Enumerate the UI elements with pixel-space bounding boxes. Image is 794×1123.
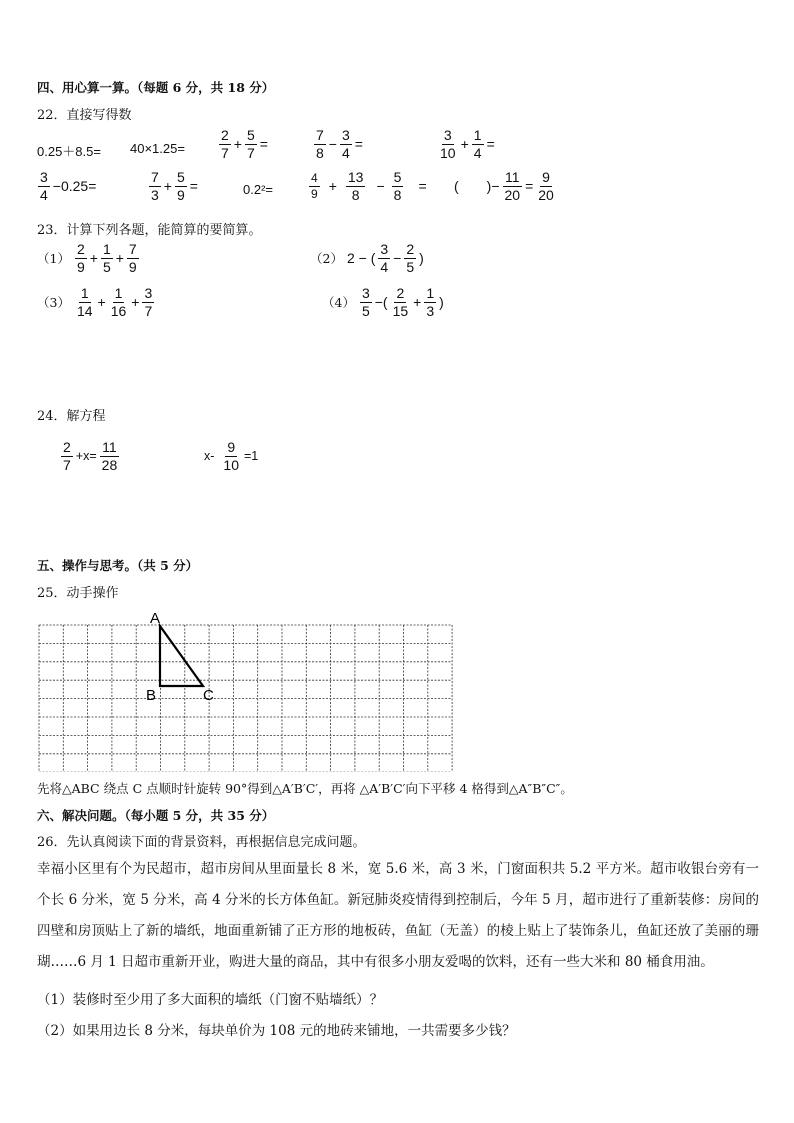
q24-title: 24．解方程	[37, 409, 106, 424]
q26-background-paragraph: 幸福小区里有个为民超市，超市房间从里面量长 8 米，宽 5.6 米，高 3 米，门窗面积共 5.2 平方米。超市收银台旁有一个长 6 分米，宽 5 分米，高 4 分米的长方体鱼缸。新冠肺炎疫情得到控制后，今年 5 月，超市进行了重新装修：房间的四壁和房顶贴上了新的墙纸，地面重新铺了正方形的地板砖，鱼缸（无盖）的棱上贴上了装饰条儿，鱼缸还放了美丽的珊瑚……6 月 1 日超市重新开业，购进大量的商品，其中有很多小朋友爱喝的饮料，还有一些大米和 80 桶食用油。	[37, 861, 759, 970]
q24-equation-1: $\frac{2}{7}$ +x= $\frac{11}{28}$	[63, 439, 118, 473]
q25-title: 25．动手操作	[37, 586, 119, 601]
q22-title: 22．直接写得数	[37, 108, 132, 123]
section-5-title: 五、操作与思考。（共 5 分）	[37, 558, 199, 573]
q23-problem-4: （4） $\frac{3}{5}$ −( $\frac{2}{15}$ + $\frac{1}{3}$ )	[322, 285, 444, 319]
q22-item-5: $\frac{3}{10}$ + $\frac{1}{4}$ =	[440, 127, 495, 161]
vertex-a-label: A	[150, 610, 161, 627]
q22-item-3: $\frac{2}{7}$ + $\frac{5}{7}$ =	[221, 127, 268, 161]
q22-item-1: 0.25＋8.5=	[37, 144, 101, 159]
section-4-title: 四、用心算一算。（每题 6 分，共 18 分）	[37, 80, 275, 95]
section-6-title: 六、解决问题。（每小题 5 分，共 35 分）	[37, 808, 275, 823]
q25-instruction: 先将△ABC 绕点 C 点顺时针旋转 90°得到△A′B′C′，再将 △A′B′C′向下平移 4 格得到△A″B″C″。	[37, 781, 573, 796]
vertex-b-label: B	[146, 687, 157, 704]
q23-problem-3: （3） $\frac{1}{14}$ + $\frac{1}{16}$ + $\frac{3}{7}$	[37, 285, 153, 319]
vertex-c-label: C	[203, 687, 214, 704]
q25-grid-figure	[30, 606, 460, 772]
q23-problem-1: （1） $\frac{2}{9}$ + $\frac{1}{5}$ + $\frac{7}{9}$	[37, 241, 137, 275]
q26-subquestion-2: （2）如果用边长 8 分米，每块单价为 108 元的地砖来铺地，一共需要多少钱？	[37, 1023, 516, 1039]
q23-problem-2: （2） 2 − ( $\frac{3}{4}$ − $\frac{2}{5}$ )	[310, 241, 424, 275]
q26-title: 26．先认真阅读下面的背景资料，再根据信息完成问题。	[37, 835, 366, 850]
q22-item-9: $\frac{4}{9}$ + $\frac{13}{8}$ − $\frac{5}{8}$ =	[311, 169, 427, 203]
q22-item-2: 40×1.25=	[130, 141, 185, 156]
triangle-abc	[160, 626, 203, 686]
q22-item-7: $\frac{7}{3}$ + $\frac{5}{9}$ =	[151, 169, 198, 203]
q23-title: 23．计算下列各题，能简算的要简算。	[37, 223, 262, 238]
q26-subquestion-1: （1）装修时至少用了多大面积的墙纸（门窗不贴墙纸）？	[37, 992, 384, 1008]
q22-item-8: 0.2²=	[243, 182, 273, 197]
q22-item-4: $\frac{7}{8}$ − $\frac{3}{4}$ =	[316, 127, 363, 161]
q22-item-10: ( )− $\frac{11}{20}$ = $\frac{9}{20}$	[454, 169, 554, 203]
grid-lines	[39, 625, 452, 772]
q24-equation-2: x- $\frac{9}{10}$ =1	[204, 439, 259, 473]
q22-item-6: $\frac{3}{4}$ −0.25=	[40, 169, 97, 203]
